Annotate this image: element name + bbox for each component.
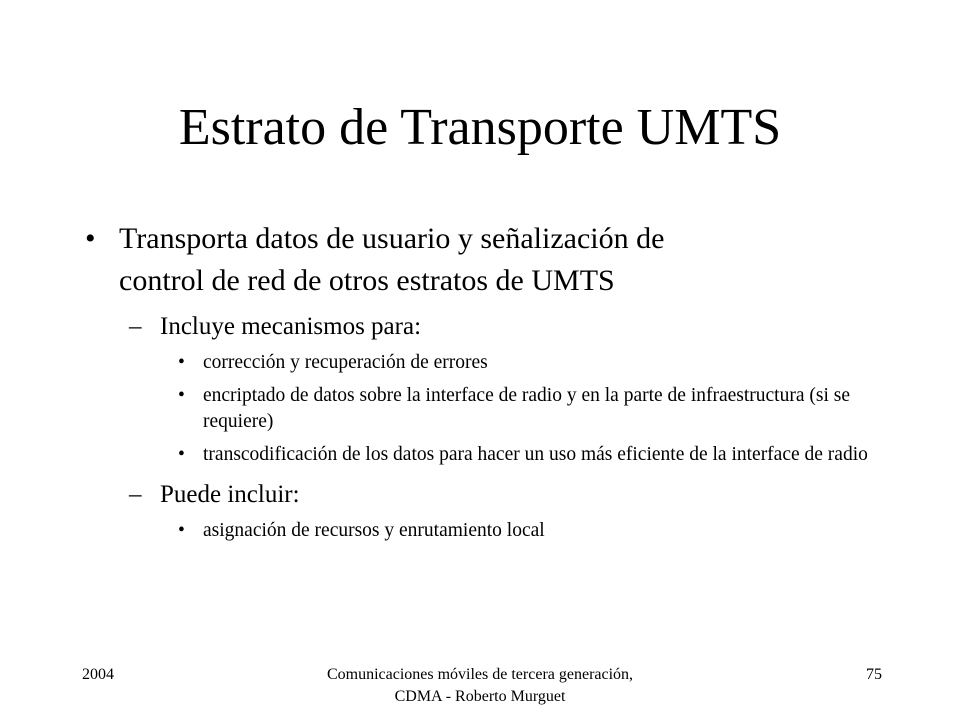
footer-course-title: Comunicaciones móviles de tercera generación, CDMA - Roberto Murguet: [326, 666, 634, 705]
bullet-glyph: •: [178, 444, 185, 465]
sub-bullet-item: [82, 383, 885, 435]
dash-glyph: –: [129, 481, 142, 508]
dash-glyph: –: [129, 313, 142, 340]
sub-bullet-item: [82, 442, 885, 468]
sub-bullet-item: [82, 518, 885, 544]
bullet-glyph: •: [85, 222, 96, 255]
sub-heading-label: Incluye mecanismos para:: [160, 313, 422, 340]
slide-content: [82, 218, 882, 551]
bullet-item: [82, 218, 819, 302]
sub-heading-puede: [82, 478, 882, 512]
sub-bullet-text: corrección y recuperación de errores: [203, 352, 488, 373]
bullet-glyph: •: [178, 520, 185, 541]
sub-heading-label: Puede incluir:: [160, 481, 300, 508]
bullet-glyph: •: [178, 385, 185, 406]
sub-heading-incluye: [82, 310, 882, 344]
bullet-text-line2: control de red de otros estratos de UMTS: [119, 264, 615, 297]
sub-bullet-text: transcodificación de los datos para hacer un uso más eficiente de la interface de radio: [203, 444, 868, 465]
bullet-glyph: •: [178, 352, 185, 373]
footer-year: 2004: [82, 666, 114, 683]
sub-bullet-text: asignación de recursos y enrutamiento local: [203, 520, 545, 541]
sub-bullet-item: [82, 350, 885, 376]
slide-title: Estrato de Transporte UMTS: [178, 99, 782, 156]
bullet-text-line1: Transporta datos de usuario y señalización de: [119, 222, 665, 255]
footer-page-number: 75: [866, 666, 882, 683]
sub-bullet-text: encriptado de datos sobre la interface de radio y en la parte de infraestructura (si se requiere): [203, 385, 850, 432]
